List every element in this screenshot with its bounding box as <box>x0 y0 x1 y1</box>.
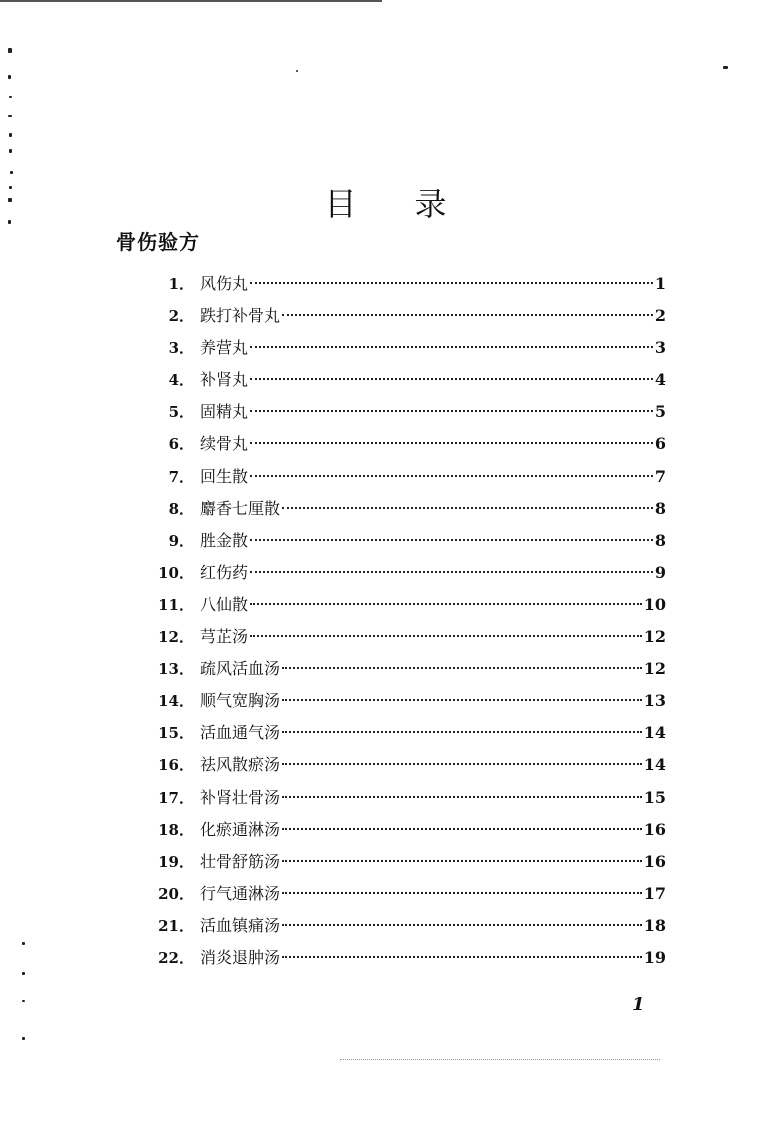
toc-entry[interactable] <box>154 461 666 493</box>
toc-entry[interactable] <box>154 717 666 749</box>
toc-entry-page: 15 <box>643 787 666 807</box>
toc-entry-page: 5 <box>654 402 666 422</box>
toc-entry-number: 4． <box>168 371 194 390</box>
toc-entry-title: 消炎退肿汤 <box>200 947 281 967</box>
toc-entry[interactable] <box>154 653 666 685</box>
toc-entry-page: 10 <box>643 594 666 614</box>
toc-entry-page: 6 <box>654 434 666 454</box>
dot-leader <box>282 699 642 701</box>
toc-entry-number: 9． <box>168 531 194 550</box>
toc-entry[interactable] <box>154 525 666 557</box>
scan-speck <box>8 48 12 53</box>
dot-leader <box>282 667 642 669</box>
toc-entry-page: 14 <box>643 723 666 743</box>
toc-entry-page: 16 <box>643 851 666 871</box>
toc-entry[interactable] <box>154 910 666 942</box>
dot-leader <box>250 442 653 444</box>
toc-entry-number: 3． <box>168 339 194 358</box>
toc-entry-page: 3 <box>654 338 666 358</box>
toc-entry-title: 补肾丸 <box>200 370 249 390</box>
toc-entry-number: 10． <box>158 563 194 582</box>
dot-leader <box>250 603 642 605</box>
scan-speck <box>22 1000 25 1002</box>
toc-entry-title: 红伤药 <box>200 562 249 582</box>
dot-leader <box>282 892 642 894</box>
scan-speck <box>8 115 12 117</box>
toc-entry-title: 芎芷汤 <box>200 627 249 647</box>
dot-leader <box>282 731 642 733</box>
section-heading: 骨伤验方 <box>116 230 200 254</box>
dot-leader <box>282 763 642 765</box>
toc-entry-title: 风伤丸 <box>200 274 249 293</box>
scan-speck <box>9 149 12 153</box>
toc-entry-title: 壮骨舒筋汤 <box>200 851 281 871</box>
toc-entry[interactable] <box>154 782 666 814</box>
toc-entry[interactable] <box>154 332 666 364</box>
toc-entry-title: 活血镇痛汤 <box>200 915 281 935</box>
toc-entry-title: 补肾壮骨汤 <box>200 787 281 807</box>
toc-entry[interactable] <box>154 300 666 332</box>
scan-bottom-noise <box>340 1058 660 1060</box>
scan-speck <box>22 1037 25 1040</box>
toc-entry[interactable] <box>154 268 666 300</box>
dot-leader <box>282 314 653 316</box>
toc-entry-title: 麝香七厘散 <box>200 498 281 518</box>
toc-entry-number: 11． <box>158 595 194 614</box>
scan-speck <box>22 942 25 945</box>
toc-entry-page: 16 <box>643 819 666 839</box>
page-title-char: 目 <box>324 185 357 224</box>
page-number: 1 <box>632 994 645 1015</box>
toc-entry[interactable] <box>154 589 666 621</box>
toc-entry-number: 19． <box>158 852 194 871</box>
toc-entry-title: 跌打补骨丸 <box>200 306 281 326</box>
dot-leader <box>250 378 653 380</box>
toc-entry-page: 12 <box>643 659 666 679</box>
toc-entry-number: 14． <box>158 692 194 711</box>
toc-entry-number: 6． <box>168 435 194 454</box>
dot-leader <box>250 571 653 573</box>
dot-leader <box>250 346 653 348</box>
toc-entry[interactable] <box>154 814 666 846</box>
toc-entry-title: 胜金散 <box>200 530 249 550</box>
toc-entry-page: 8 <box>654 530 666 550</box>
toc-entry-number: 5． <box>168 403 194 422</box>
toc-entry[interactable] <box>154 493 666 525</box>
scan-speck <box>9 96 12 98</box>
page-title <box>0 179 771 225</box>
toc-entry-page: 18 <box>643 915 666 935</box>
dot-leader <box>250 282 653 284</box>
toc-entry-title: 行气通淋汤 <box>200 883 281 903</box>
dot-leader <box>282 507 653 509</box>
toc-entry-number: 7． <box>168 467 194 486</box>
toc-entry[interactable] <box>154 621 666 653</box>
dot-leader <box>250 410 653 412</box>
toc-entry[interactable] <box>154 364 666 396</box>
toc-entry-page: 14 <box>643 755 666 775</box>
toc-entry-title: 固精丸 <box>200 402 249 422</box>
scan-speck <box>8 75 11 79</box>
scan-speck <box>9 133 12 137</box>
scan-speck <box>723 66 728 69</box>
toc-entry-page: 19 <box>643 947 666 967</box>
toc-entry-page: 4 <box>654 370 666 390</box>
toc-entry-number: 8． <box>168 499 194 518</box>
toc-entry-title: 八仙散 <box>200 594 249 614</box>
dot-leader <box>250 475 653 477</box>
toc-entry-title: 顺气宽胸汤 <box>200 691 281 711</box>
toc-entry-title: 续骨丸 <box>200 434 249 454</box>
toc-entry-number: 16． <box>158 756 194 775</box>
toc-entry-page: 1 <box>654 274 666 293</box>
page-title-char: 录 <box>414 185 447 224</box>
dot-leader <box>250 539 653 541</box>
table-of-contents <box>154 268 666 974</box>
scan-speck <box>296 70 298 72</box>
toc-entry-number: 13． <box>158 660 194 679</box>
toc-entry-page: 8 <box>654 498 666 518</box>
toc-entry-number: 20． <box>158 884 194 903</box>
toc-entry-title: 祛风散瘀汤 <box>200 755 281 775</box>
toc-entry-number: 21． <box>158 916 194 935</box>
toc-entry-page: 9 <box>654 562 666 582</box>
toc-entry[interactable] <box>154 846 666 878</box>
scan-speck <box>22 972 25 975</box>
toc-entry-title: 回生散 <box>200 466 249 486</box>
toc-entry-number: 15． <box>158 724 194 743</box>
toc-entry-page: 17 <box>643 883 666 903</box>
toc-entry-title: 养营丸 <box>200 338 249 358</box>
toc-entry[interactable] <box>154 878 666 910</box>
toc-entry-title: 活血通气汤 <box>200 723 281 743</box>
toc-entry[interactable] <box>154 685 666 717</box>
toc-entry-title: 化瘀通淋汤 <box>200 819 281 839</box>
toc-entry-number: 22． <box>158 948 194 967</box>
toc-entry-title: 疏风活血汤 <box>200 659 281 679</box>
dot-leader <box>250 635 642 637</box>
toc-entry[interactable] <box>154 557 666 589</box>
toc-entry-page: 7 <box>654 466 666 486</box>
toc-entry[interactable] <box>154 749 666 781</box>
toc-entry-number: 1． <box>168 275 194 293</box>
toc-entry-page: 2 <box>654 306 666 326</box>
dot-leader <box>282 796 642 798</box>
toc-entry-number: 12． <box>158 628 194 647</box>
dot-leader <box>282 828 642 830</box>
toc-entry[interactable] <box>154 942 666 974</box>
dot-leader <box>282 860 642 862</box>
scan-top-rule <box>0 0 382 2</box>
toc-entry-page: 12 <box>643 627 666 647</box>
dot-leader <box>282 924 642 926</box>
dot-leader <box>282 956 642 958</box>
toc-entry[interactable] <box>154 428 666 460</box>
toc-entry-number: 18． <box>158 820 194 839</box>
toc-entry-page: 13 <box>643 691 666 711</box>
scan-speck <box>10 171 13 174</box>
toc-entry-number: 17． <box>158 788 194 807</box>
toc-entry[interactable] <box>154 396 666 428</box>
toc-entry-number: 2． <box>168 307 194 326</box>
